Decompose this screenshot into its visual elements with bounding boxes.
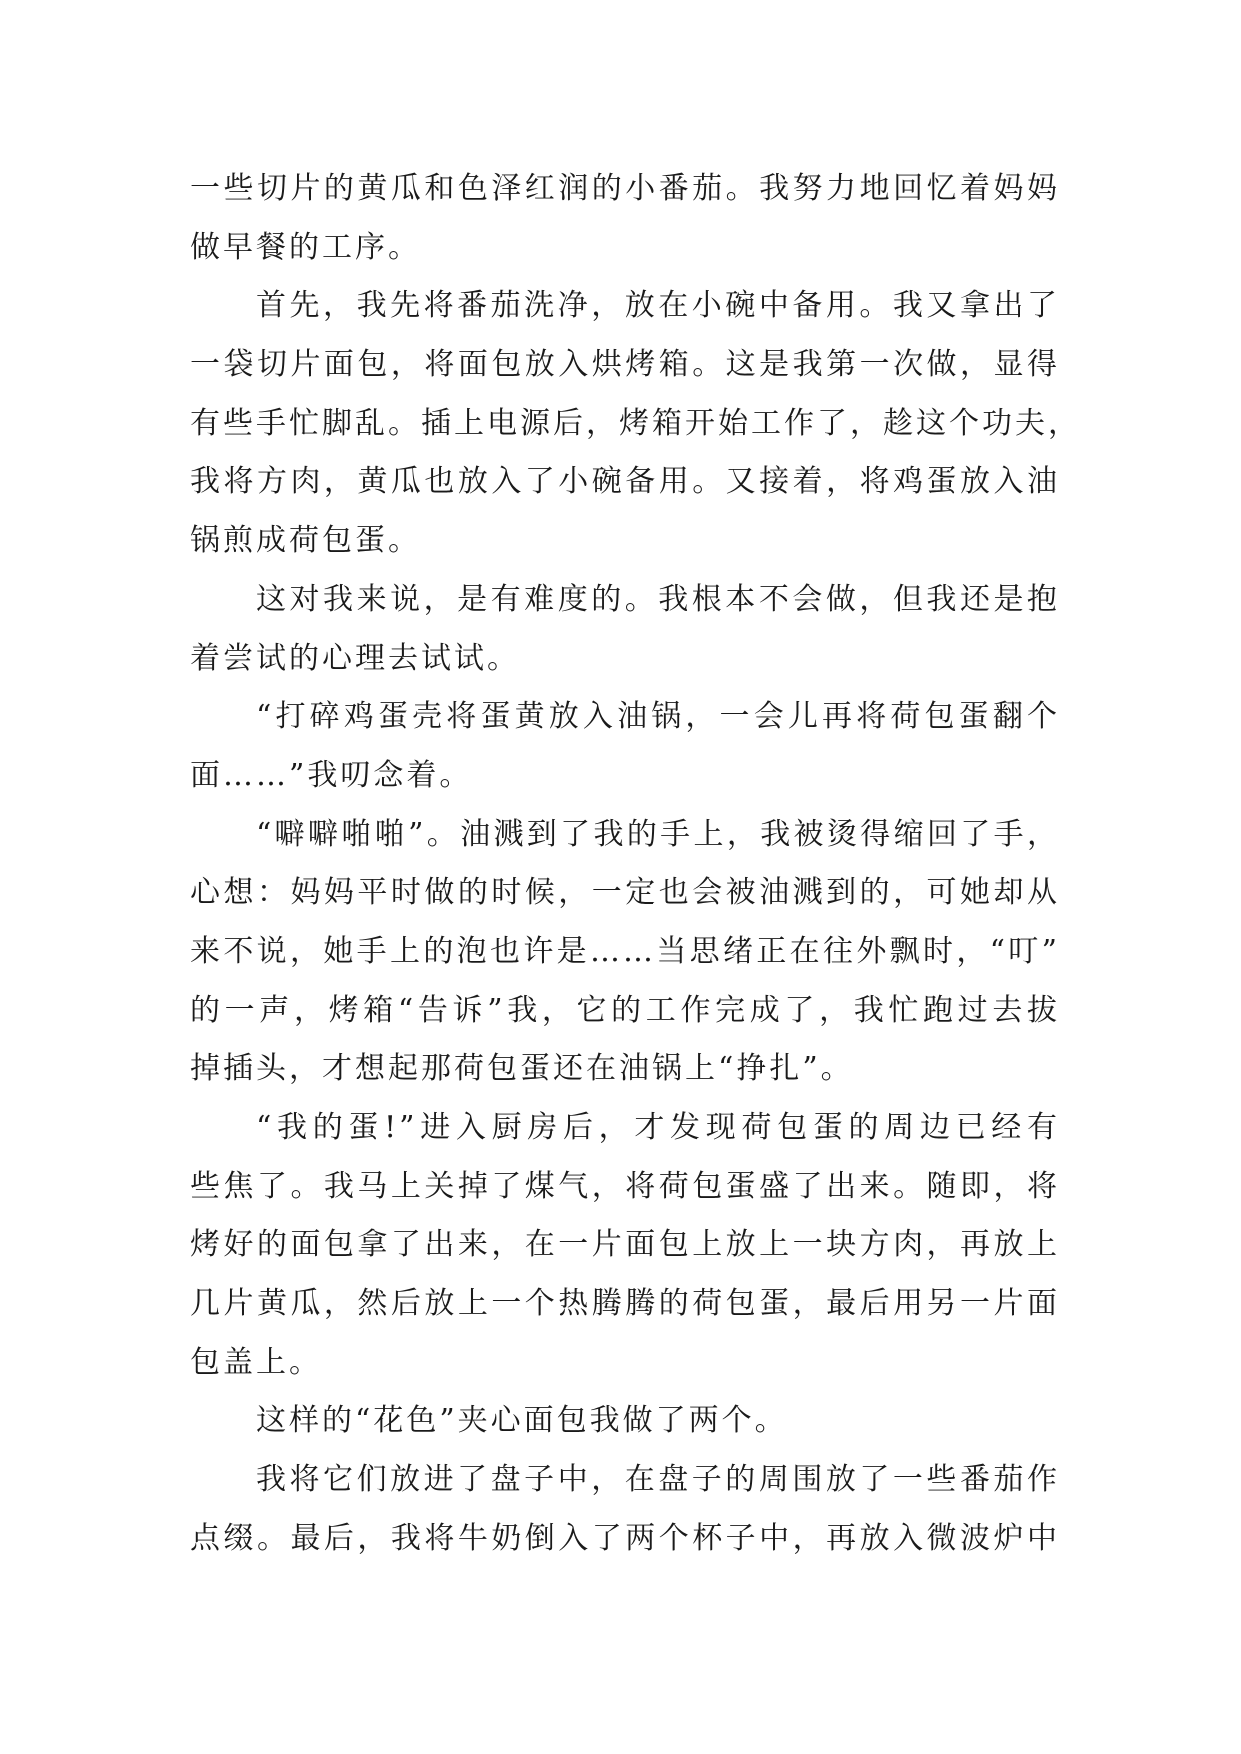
text-line: “我的蛋!”进入厨房后，才发现荷包蛋的周边已经有 bbox=[256, 1110, 1060, 1145]
text-line: 几片黄瓜，然后放上一个热腾腾的荷包蛋，最后用另一片面 bbox=[190, 1286, 1060, 1322]
text-line: 包盖上。 bbox=[190, 1344, 322, 1380]
text-line: 首先，我先将番茄洗净，放在小碗中备用。我又拿出了 bbox=[256, 288, 1060, 324]
text-line: 这对我来说，是有难度的。我根本不会做，但我还是抱 bbox=[256, 581, 1060, 617]
text-line: 有些手忙脚乱。插上电源后，烤箱开始工作了，趁这个功夫， bbox=[190, 405, 1081, 441]
text-line: 面……”我叨念着。 bbox=[190, 757, 473, 793]
text-line: “噼噼啪啪”。油溅到了我的手上，我被烫得缩回了手， bbox=[256, 816, 1060, 852]
text-line: 这样的“花色”夹心面包我做了两个。 bbox=[256, 1403, 788, 1439]
text-line: 一袋切片面包，将面包放入烘烤箱。这是我第一次做，显得 bbox=[190, 347, 1060, 383]
text-line: 点缀。最后，我将牛奶倒入了两个杯子中，再放入微波炉中 bbox=[190, 1520, 1060, 1556]
text-line: 一些切片的黄瓜和色泽红润的小番茄。我努力地回忆着妈妈 bbox=[190, 171, 1060, 206]
text-line: 锅煎成荷包蛋。 bbox=[190, 523, 421, 559]
text-line: 来不说，她手上的泡也许是……当思绪正在往外飘时，“叮” bbox=[190, 933, 1060, 969]
text-line: 着尝试的心理去试试。 bbox=[190, 640, 520, 676]
text-line: 我将它们放进了盘子中，在盘子的周围放了一些番茄作 bbox=[256, 1462, 1060, 1498]
text-line: 的一声，烤箱“告诉”我，它的工作完成了，我忙跑过去拔 bbox=[190, 992, 1060, 1028]
text-line: 心想：妈妈平时做的时候，一定也会被油溅到的，可她却从 bbox=[190, 875, 1060, 911]
text-line: 做早餐的工序。 bbox=[190, 229, 421, 265]
text-line: 烤好的面包拿了出来，在一片面包上放上一块方肉，再放上 bbox=[190, 1227, 1060, 1263]
text-line: 掉插头，才想起那荷包蛋还在油锅上“挣扎”。 bbox=[190, 1051, 854, 1087]
text-line: 我将方肉，黄瓜也放入了小碗备用。又接着，将鸡蛋放入油 bbox=[190, 464, 1060, 500]
text-line: “打碎鸡蛋壳将蛋黄放入油锅，一会儿再将荷包蛋翻个 bbox=[256, 699, 1060, 735]
body-text bbox=[190, 160, 1081, 1569]
text-line: 些焦了。我马上关掉了煤气，将荷包蛋盛了出来。随即，将 bbox=[190, 1168, 1060, 1204]
